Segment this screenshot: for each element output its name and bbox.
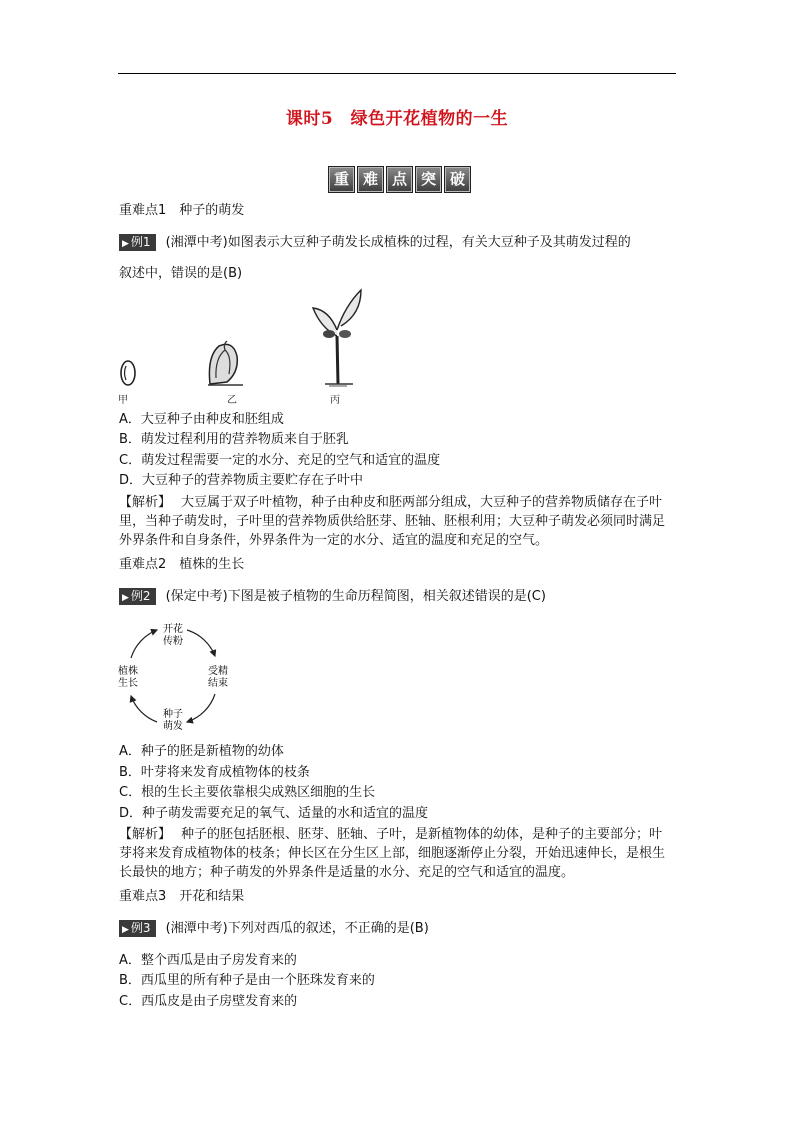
example-1-stem-line1: (湘潭中考)如图表示大豆种子萌发长成植株的过程，有关大豆种子及其萌发过程的 bbox=[165, 235, 631, 250]
example-badge-label: 例3 bbox=[130, 921, 151, 935]
example-badge-label: 例2 bbox=[130, 589, 151, 603]
example-3-option-a: A．整个西瓜是由子房发育来的 bbox=[119, 953, 297, 968]
example-2-stem-text: (保定中考)下图是被子植物的生命历程简图，相关叙述错误的是(C) bbox=[165, 589, 546, 604]
germinating-seed-icon bbox=[208, 341, 243, 385]
analysis-text: 大豆属于双子叶植物，种子由种皮和胚两部分组成，大豆种子的营养物质储存在子叶里，当种子萌发时，子叶里的营养物质供给胚芽、胚轴、胚根利用；大豆种子萌发必须同时满足外界条件和自身条件，外界条件为一定的水分、适宜的温度和充足的空气。 bbox=[119, 495, 666, 548]
cycle-arrow bbox=[187, 694, 215, 722]
banner-char: 点 bbox=[386, 166, 413, 193]
example-1-option-b: B．萌发过程利用的营养物质来自于胚乳 bbox=[119, 432, 349, 447]
cycle-node-left-2: 生长 bbox=[118, 678, 138, 689]
play-triangle-icon: ▶ bbox=[122, 925, 129, 935]
example-2-option-b: B．叶芽将来发育成植物体的枝条 bbox=[119, 765, 310, 780]
cycle-node-left-1: 植株 bbox=[118, 666, 138, 677]
example-3-option-c: C．西瓜皮是由子房壁发育来的 bbox=[119, 994, 298, 1009]
example-badge bbox=[119, 920, 156, 937]
example-1-option-d: D．大豆种子的营养物质主要贮存在子叶中 bbox=[119, 473, 364, 488]
example-1-analysis bbox=[119, 493, 675, 550]
example-2-stem bbox=[119, 588, 546, 606]
header-rule bbox=[118, 73, 676, 74]
page-title: 课时5 绿色开花植物的一生 bbox=[285, 109, 509, 129]
analysis-label: 【解析】 bbox=[119, 827, 172, 842]
analysis-text: 种子的胚包括胚根、胚芽、胚轴、子叶，是新植物体的幼体，是种子的主要部分；叶芽将来发育成植物体的枝条；伸长区在分生区上部，细胞逐渐停止分裂，开始迅速伸长，是根生长最快的地方；种子萌发的外界条件是适量的水分、充足的空气和适宜的温度。 bbox=[119, 827, 666, 880]
cycle-node-top-1: 开花 bbox=[163, 624, 183, 635]
cycle-arrow bbox=[187, 630, 215, 656]
cycle-node-top-2: 传粉 bbox=[163, 636, 183, 647]
cycle-node-bottom-1: 种子 bbox=[163, 709, 183, 720]
example-badge bbox=[119, 234, 156, 251]
section-banner bbox=[328, 166, 471, 193]
figure-label-jia: 甲 bbox=[118, 395, 128, 406]
example-1-stem bbox=[119, 234, 631, 252]
section-heading-3: 重难点3 开花和结果 bbox=[119, 889, 245, 904]
play-triangle-icon: ▶ bbox=[122, 239, 129, 249]
example-2-option-d: D．种子萌发需要充足的氧气、适量的水和适宜的温度 bbox=[119, 806, 429, 821]
banner-char: 破 bbox=[444, 166, 471, 193]
example-badge bbox=[119, 588, 156, 605]
soybean-seed-icon bbox=[121, 361, 135, 385]
example-2-analysis bbox=[119, 825, 675, 882]
cycle-arrow bbox=[131, 630, 157, 658]
figure-label-yi: 乙 bbox=[227, 395, 237, 406]
section-heading-1: 重难点1 种子的萌发 bbox=[119, 203, 245, 218]
banner-char: 重 bbox=[328, 166, 355, 193]
life-cycle-diagram bbox=[115, 618, 245, 740]
example-2-option-a: A．种子的胚是新植物的幼体 bbox=[119, 744, 284, 759]
example-1-stem-line2: 叙述中，错误的是(B) bbox=[119, 266, 243, 281]
section-heading-2: 重难点2 植株的生长 bbox=[119, 557, 245, 572]
play-triangle-icon: ▶ bbox=[122, 593, 129, 603]
cycle-node-right-1: 受精 bbox=[208, 666, 228, 677]
cycle-node-right-2: 结束 bbox=[208, 678, 228, 689]
seedling-icon bbox=[313, 290, 361, 386]
example-2-option-c: C．根的生长主要依靠根尖成熟区细胞的生长 bbox=[119, 785, 376, 800]
germination-figure bbox=[115, 286, 375, 408]
banner-char: 突 bbox=[415, 166, 442, 193]
example-3-option-b: B．西瓜里的所有种子是由一个胚珠发育来的 bbox=[119, 973, 375, 988]
cycle-node-bottom-2: 萌发 bbox=[163, 721, 183, 732]
example-3-stem bbox=[119, 920, 429, 938]
cycle-arrow bbox=[131, 696, 157, 722]
figure-label-bing: 丙 bbox=[330, 395, 340, 406]
example-1-option-c: C．萌发过程需要一定的水分、充足的空气和适宜的温度 bbox=[119, 453, 441, 468]
analysis-label: 【解析】 bbox=[119, 495, 172, 510]
example-3-stem-text: (湘潭中考)下列对西瓜的叙述，不正确的是(B) bbox=[165, 921, 429, 936]
example-1-option-a: A．大豆种子由种皮和胚组成 bbox=[119, 412, 284, 427]
example-badge-label: 例1 bbox=[130, 235, 151, 249]
banner-char: 难 bbox=[357, 166, 384, 193]
